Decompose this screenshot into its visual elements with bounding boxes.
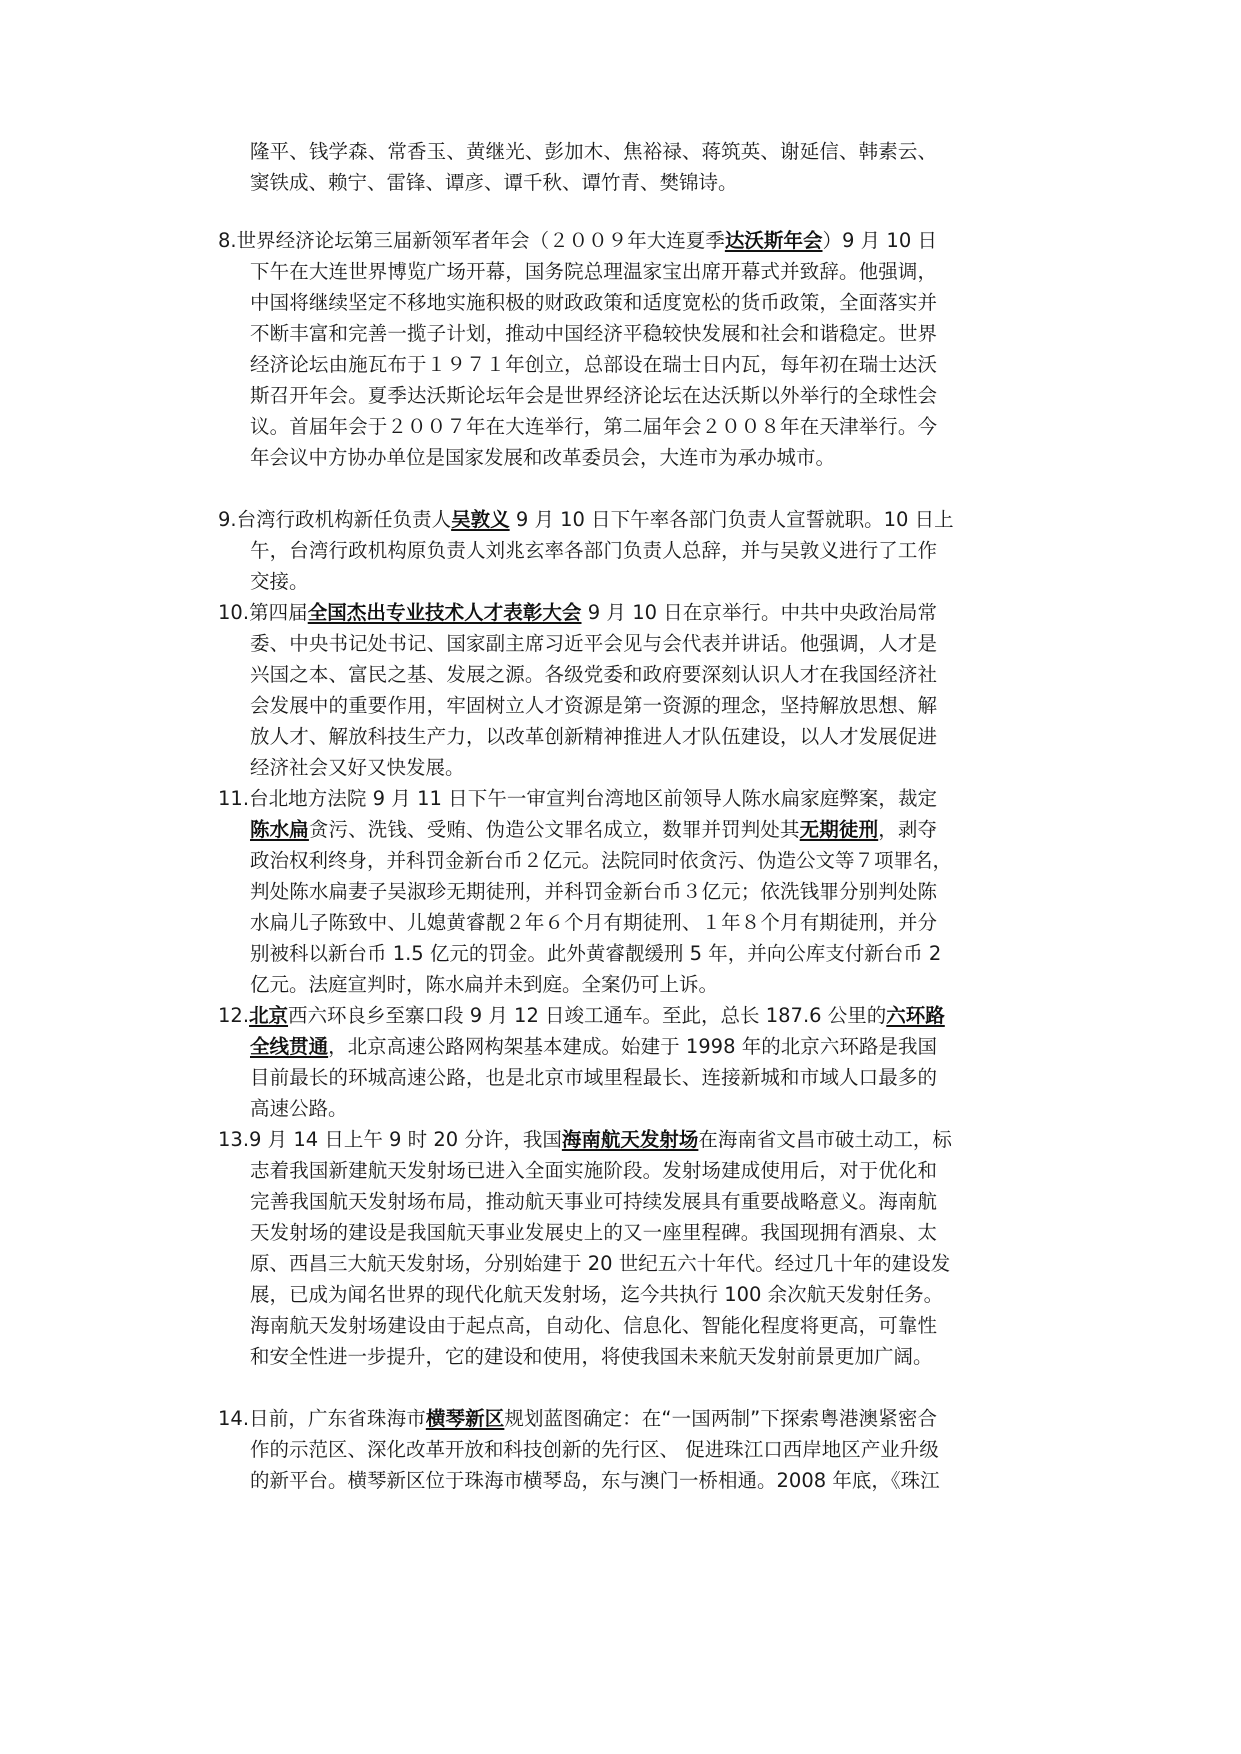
text-line xyxy=(218,225,937,256)
list-item xyxy=(218,1000,945,1124)
text-line xyxy=(250,938,942,969)
text-line xyxy=(250,814,937,845)
text-line xyxy=(218,1000,945,1031)
text-run: 和安全性进一步提升，它的建设和使用，将使我国未来航天发射前景更加广阔。 xyxy=(250,1345,933,1368)
text-run: 放人才、解放科技生产力，以改革创新精神推进人才队伍建设，以人才发展促进 xyxy=(250,725,937,748)
text-run: 日前，广东省珠海市 xyxy=(249,1407,426,1430)
hyperlink[interactable]: 海南航天发射场 xyxy=(561,1128,699,1151)
text-run: 窦铁成、赖宁、雷锋、谭彦、谭千秋、谭竹青、樊锦诗。 xyxy=(250,171,738,194)
list-item xyxy=(218,597,937,783)
hyperlink[interactable]: 六环路 xyxy=(886,1004,945,1027)
text-run: 第四届 xyxy=(249,601,308,624)
text-line xyxy=(250,721,937,752)
text-run: 兴国之本、富民之基、发展之源。各级党委和政府要深刻认识人才在我国经济社 xyxy=(250,663,937,686)
hyperlink[interactable]: 无期徒刑 xyxy=(799,818,879,841)
text-run: 水扁儿子陈致中、儿媳黄睿靓２年６个月有期徒刑、１年８个月有期徒刑，并分 xyxy=(250,911,937,934)
text-run: 交接。 xyxy=(250,570,309,593)
text-line xyxy=(250,969,937,1000)
text-run: 规划蓝图确定：在“一国两制”下探索粤港澳紧密合 xyxy=(504,1407,937,1430)
text-line xyxy=(250,1434,937,1465)
text-line xyxy=(250,287,937,318)
text-run: 年会议中方协办单位是国家发展和改革委员会，大连市为承办城市。 xyxy=(250,446,836,469)
text-run: 9 月 10 日在京举行。中共中央政治局常 xyxy=(581,601,937,624)
item-number: 9. xyxy=(218,508,237,531)
text-run: ，剥夺 xyxy=(878,818,937,841)
text-run: 台湾行政机构新任负责人 xyxy=(236,508,452,531)
text-line xyxy=(250,566,937,597)
text-line xyxy=(250,349,937,380)
text-line xyxy=(250,1062,937,1093)
text-line xyxy=(218,783,937,814)
text-line xyxy=(250,1093,937,1124)
text-line xyxy=(250,1155,937,1186)
item-number: 10. xyxy=(218,601,250,624)
hyperlink[interactable]: 北京 xyxy=(249,1004,289,1027)
text-run: ，北京高速公路网构架基本建成。始建于 1998 年的北京六环路是我国 xyxy=(328,1035,937,1058)
text-line xyxy=(250,318,937,349)
text-run: 台北地方法院 9 月 11 日下午一审宣判台湾地区前领导人陈水扁家庭弊案，裁定 xyxy=(249,787,937,810)
text-run: 判处陈水扁妻子吴淑珍无期徒刑，并科罚金新台币３亿元；依洗钱罪分别判处陈 xyxy=(250,880,937,903)
text-run: 贪污、洗钱、受贿、伪造公文罪名成立，数罪并罚判处其 xyxy=(308,818,800,841)
text-run: 西六环良乡至寨口段 9 月 12 日竣工通车。至此，总长 187.6 公里的 xyxy=(288,1004,887,1027)
text-line xyxy=(250,752,937,783)
item-number: 14. xyxy=(218,1407,250,1430)
text-run: 目前最长的环城高速公路，也是北京市域里程最长、连接新城和市域人口最多的 xyxy=(250,1066,937,1089)
text-line xyxy=(250,411,937,442)
list-item xyxy=(218,1124,952,1372)
text-run: 9 月 10 日下午率各部门负责人宣誓就职。10 日上 xyxy=(509,508,954,531)
text-run: 政治权利终身，并科罚金新台币２亿元。法院同时依贪污、伪造公文等７项罪名， xyxy=(250,849,953,872)
hyperlink[interactable]: 全线贯通 xyxy=(250,1035,329,1058)
text-line xyxy=(250,535,937,566)
text-run: 展，已成为闻名世界的现代化航天发射场，迄今共执行 100 余次航天发射任务。 xyxy=(250,1283,944,1306)
text-line xyxy=(250,690,937,721)
text-run: 会发展中的重要作用，牢固树立人才资源是第一资源的理念，坚持解放思想、解 xyxy=(250,694,937,717)
text-run: 亿元。法庭宣判时，陈水扁并未到庭。全案仍可上诉。 xyxy=(250,973,719,996)
hyperlink[interactable]: 陈水扁 xyxy=(250,818,309,841)
hyperlink[interactable]: 横琴新区 xyxy=(425,1407,505,1430)
text-run: 不断丰富和完善一揽子计划，推动中国经济平稳较快发展和社会和谐稳定。世界 xyxy=(250,322,937,345)
text-run: 隆平、钱学森、常香玉、黄继光、彭加木、焦裕禄、蒋筑英、谢延信、韩素云、 xyxy=(250,140,937,163)
lead-paragraph xyxy=(250,136,937,198)
text-run: ）9 月 10 日 xyxy=(822,229,937,252)
text-run: 天发射场的建设是我国航天事业发展史上的又一座里程碑。我国现拥有酒泉、太 xyxy=(250,1221,937,1244)
text-run: 志着我国新建航天发射场已进入全面实施阶段。发射场建成使用后，对于优化和 xyxy=(250,1159,937,1182)
text-run: 斯召开年会。夏季达沃斯论坛年会是世界经济论坛在达沃斯以外举行的全球性会 xyxy=(250,384,937,407)
text-line xyxy=(250,1031,937,1062)
text-line xyxy=(218,504,954,535)
text-run: 午，台湾行政机构原负责人刘兆玄率各部门负责人总辞，并与吴敦义进行了工作 xyxy=(250,539,937,562)
list-item xyxy=(218,783,953,1000)
text-run: 原、西昌三大航天发射场，分别始建于 20 世纪五六十年代。经过几十年的建设发 xyxy=(250,1252,951,1275)
text-run: 的新平台。横琴新区位于珠海市横琴岛，东与澳门一桥相通。2008 年底，《珠江 xyxy=(250,1469,940,1492)
text-line xyxy=(250,1310,937,1341)
list-item xyxy=(218,1403,940,1496)
text-line xyxy=(250,1341,937,1372)
text-line xyxy=(250,1186,937,1217)
text-line xyxy=(218,1124,952,1155)
text-line xyxy=(250,628,937,659)
text-run: 别被科以新台币 1.5 亿元的罚金。此外黄睿靓缓刑 5 年，并向公库支付新台币 2 xyxy=(250,942,942,965)
text-line xyxy=(218,1403,937,1434)
text-line xyxy=(250,1248,951,1279)
text-run: 作的示范区、深化改革开放和科技创新的先行区、 促进珠江口西岸地区产业升级 xyxy=(250,1438,939,1461)
text-run: 委、中央书记处书记、国家副主席习近平会见与会代表并讲话。他强调，人才是 xyxy=(250,632,937,655)
text-line xyxy=(250,1279,944,1310)
text-run: 下午在大连世界博览广场开幕，国务院总理温家宝出席开幕式并致辞。他强调， xyxy=(250,260,937,283)
text-line xyxy=(250,136,937,167)
text-line xyxy=(250,876,937,907)
text-run: 完善我国航天发射场布局，推动航天事业可持续发展具有重要战略意义。海南航 xyxy=(250,1190,937,1213)
item-number: 8. xyxy=(218,229,237,252)
text-run: 海南航天发射场建设由于起点高，自动化、信息化、智能化程度将更高，可靠性 xyxy=(250,1314,937,1337)
text-line xyxy=(250,1217,937,1248)
text-line xyxy=(250,256,937,287)
text-line xyxy=(250,167,937,198)
text-line xyxy=(250,659,937,690)
text-run: 世界经济论坛第三届新领军者年会（２００９年大连夏季 xyxy=(236,229,725,252)
text-run: 经济论坛由施瓦布于１９７１年创立，总部设在瑞士日内瓦，每年初在瑞士达沃 xyxy=(250,353,937,376)
hyperlink[interactable]: 达沃斯年会 xyxy=(724,229,823,252)
item-number: 13. xyxy=(218,1128,250,1151)
text-run: 高速公路。 xyxy=(250,1097,348,1120)
item-number: 12. xyxy=(218,1004,250,1027)
text-run: 中国将继续坚定不移地实施积极的财政政策和适度宽松的货币政策，全面落实并 xyxy=(250,291,937,314)
text-run: 议。首届年会于２００７年在大连举行，第二届年会２００８年在天津举行。今 xyxy=(250,415,937,438)
document-body xyxy=(218,136,954,1496)
text-line xyxy=(250,845,953,876)
hyperlink[interactable]: 吴敦义 xyxy=(451,508,510,531)
text-run: 9 月 14 日上午 9 时 20 分许，我国 xyxy=(249,1128,562,1151)
item-number: 11. xyxy=(218,787,250,810)
hyperlink[interactable]: 全国杰出专业技术人才表彰大会 xyxy=(307,601,582,624)
text-line xyxy=(250,442,937,473)
text-line xyxy=(250,907,937,938)
text-run: 经济社会又好又快发展。 xyxy=(250,756,465,779)
list-item xyxy=(218,225,937,473)
list-item xyxy=(218,504,954,597)
text-run: 在海南省文昌市破土动工，标 xyxy=(698,1128,952,1151)
text-line xyxy=(250,380,937,411)
text-line xyxy=(250,1465,940,1496)
text-line xyxy=(218,597,937,628)
